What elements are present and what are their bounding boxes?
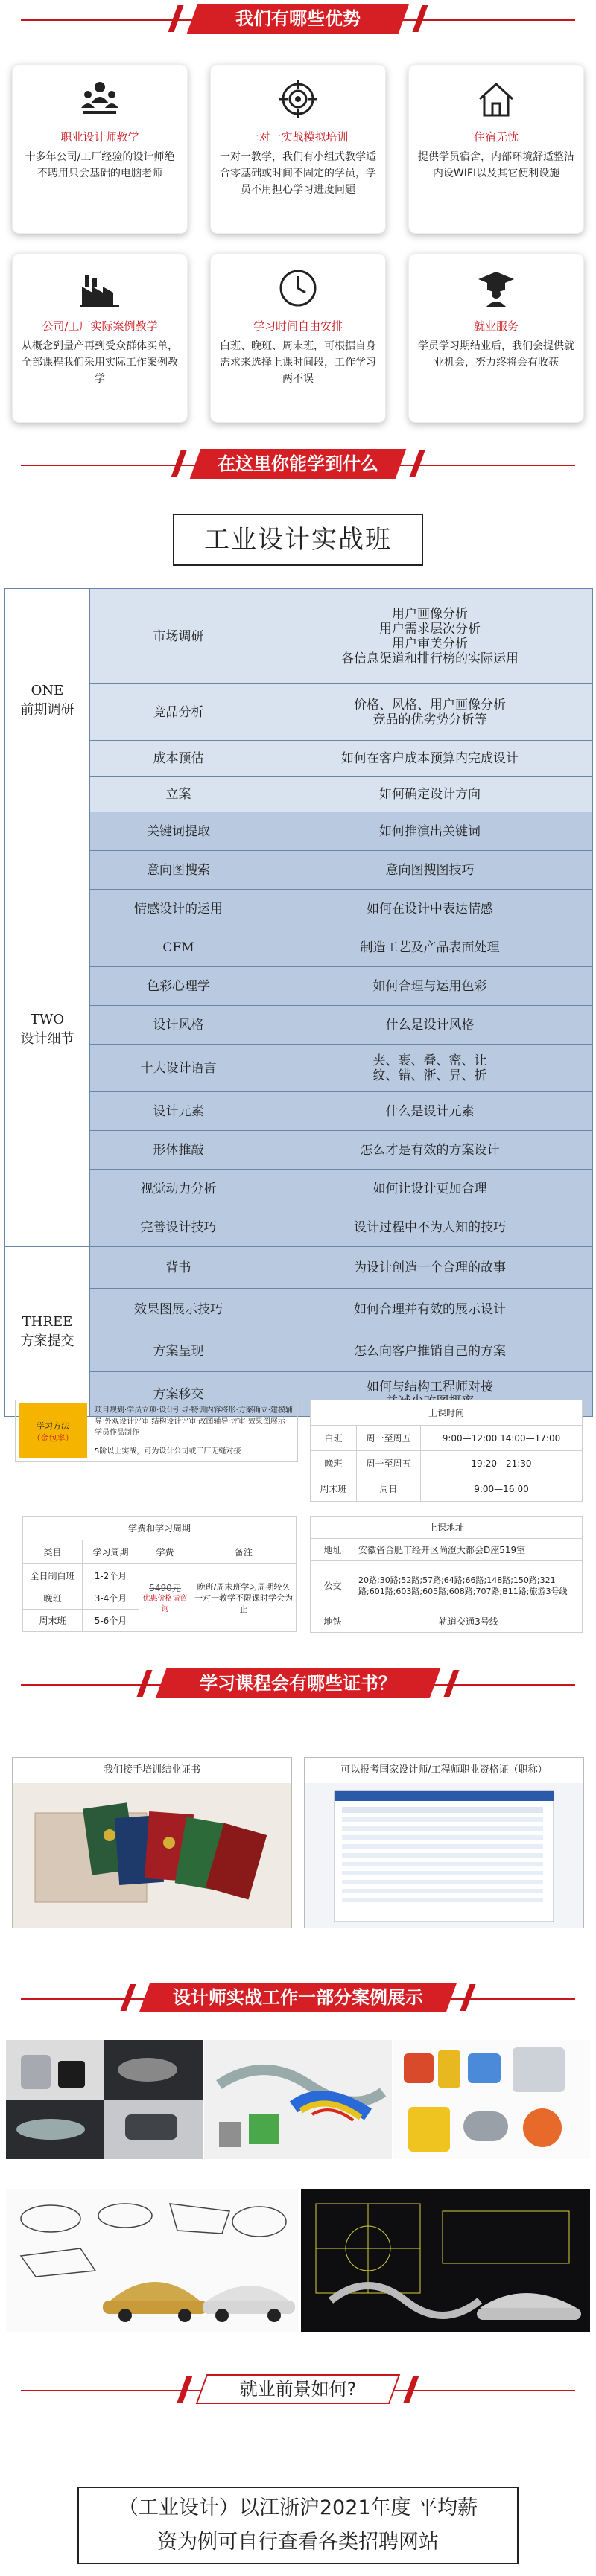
- detail-cell: 怎么向客户推销自己的方案: [267, 1330, 593, 1372]
- detail-cell: 意向图搜图技巧: [267, 851, 593, 890]
- topic-cell: 效果图展示技巧: [90, 1289, 267, 1330]
- table-row: 周末班 5-6个月: [23, 1609, 297, 1631]
- table-row: 公交 20路;30路;52路;57路;64路;66路;148路;150路;321路;601路;603路;605路;608路;707路;B11路;旅游3号线: [311, 1561, 583, 1610]
- advantage-title: 职业设计师教学: [60, 130, 139, 144]
- table-row: [5, 890, 593, 928]
- closing-line-1: （工业设计）以江浙沪2021年度 平均薪: [118, 2496, 478, 2519]
- section-banner-curriculum: [0, 447, 596, 484]
- curriculum-table: [4, 588, 593, 1417]
- detail-cell: 如何合理并有效的展示设计: [267, 1289, 593, 1330]
- topic-cell: 情感设计的运用: [90, 890, 267, 928]
- table-row: 地铁 轨道交通3号线: [311, 1610, 583, 1633]
- table-row: [5, 741, 593, 777]
- remarks-cell: 晚班/周末班学习周期较久一对一教学不限课时学会为止: [191, 1564, 297, 1632]
- phase-label: ONE 前期调研: [5, 589, 90, 812]
- advantage-desc: 学员学习期结业后，我们会提供就业机会，努力终将会有收获: [418, 340, 574, 369]
- address-table: [310, 1516, 583, 1633]
- detail-cell: 设计过程中不为人知的技巧: [267, 1208, 593, 1247]
- table-row: [5, 1208, 593, 1247]
- table-row: [5, 1330, 593, 1372]
- detail-cell: 如何合理与运用色彩: [267, 967, 593, 1006]
- table-row: 周末班 周日 9:00—16:00: [311, 1476, 583, 1502]
- topic-cell: 十大设计语言: [90, 1045, 267, 1092]
- topic-cell: 背书: [90, 1247, 267, 1289]
- detail-cell: 如何让设计更加合理: [267, 1170, 593, 1208]
- case-image-renders: [6, 2040, 203, 2159]
- phase-label: THREE 方案提交: [5, 1247, 90, 1417]
- advantage-title: 学习时间自由安排: [253, 319, 343, 333]
- advantage-desc: 白班、晚班、周末班，可根据自身需求来选择上课时间段，工作学习两不误: [220, 340, 376, 385]
- certificate-panel-right: [304, 1757, 584, 1928]
- section-title: 我们有哪些优势: [235, 8, 361, 29]
- table-row: [5, 1092, 593, 1131]
- advantage-card: [408, 253, 584, 423]
- table-row: [5, 967, 593, 1006]
- advantage-desc: 从概念到量产再到受众群体买单，全部课程我们采用实际工作案例教学: [22, 340, 178, 385]
- course-title: 工业设计实战班: [173, 514, 423, 566]
- table-row: [5, 1006, 593, 1045]
- section-title: 设计师实战工作一部分案例展示: [173, 1987, 423, 2008]
- advantage-card: [210, 253, 386, 423]
- detail-cell: 如何在客户成本预算内完成设计: [267, 741, 593, 777]
- table-row: [5, 1170, 593, 1208]
- topic-cell: 竞品分析: [90, 684, 267, 741]
- case-image-sketches-cars: [6, 2189, 298, 2332]
- detail-cell: 什么是设计元素: [267, 1092, 593, 1131]
- table-row: 类目 学习周期 学费 备注: [23, 1540, 297, 1564]
- table-row: [5, 1247, 593, 1289]
- schedule-header: 上课时间: [311, 1400, 583, 1426]
- section-title: 学习课程会有哪些证书？: [200, 1673, 396, 1694]
- phase-label: TWO 设计细节: [5, 812, 90, 1247]
- schedule-table: [310, 1400, 583, 1502]
- clock-icon: [277, 267, 319, 309]
- section-title: 就业前景如何?: [239, 2379, 357, 2400]
- topic-cell: 关键词提取: [90, 812, 267, 851]
- table-row: 晚班 3-4个月: [23, 1587, 297, 1609]
- detail-cell: 夹、裹、叠、密、让 纹、错、浙、异、折: [267, 1045, 593, 1092]
- closing-box: [77, 2487, 519, 2564]
- advantage-card: [12, 64, 188, 234]
- table-row: [5, 1131, 593, 1170]
- case-image-products: [393, 2040, 590, 2159]
- table-row: [5, 777, 593, 812]
- advantage-desc: 一对一教学，我们有小组式教学适合零基础或时间不固定的学员，学员不用担心学习进度问题: [220, 151, 376, 196]
- address-header: 上课地址: [311, 1517, 583, 1539]
- section-banner-showcase: [0, 1980, 596, 2018]
- topic-cell: 视觉动力分析: [90, 1170, 267, 1208]
- case-image-simulation: [204, 2040, 392, 2159]
- advantage-desc: 十多年公司/工厂经验的设计师绝不聘用只会基础的电脑老师: [25, 151, 175, 179]
- topic-cell: 方案呈现: [90, 1330, 267, 1372]
- section-title: 在这里你能学到什么: [218, 453, 378, 474]
- topic-cell: 设计元素: [90, 1092, 267, 1131]
- method-badge: 学习方法 （金包率）: [19, 1403, 87, 1458]
- advantage-title: 就业服务: [473, 319, 519, 333]
- table-row: 白班 周一至周五 9:00—12:00 14:00—17:00: [311, 1426, 583, 1451]
- detail-cell: 怎么才是有效的方案设计: [267, 1131, 593, 1170]
- topic-cell: 意向图搜索: [90, 851, 267, 890]
- learning-method-box: [15, 1400, 298, 1462]
- topic-cell: 色彩心理学: [90, 967, 267, 1006]
- advantage-title: 住宿无忧: [473, 130, 519, 144]
- house-icon: [475, 78, 517, 120]
- topic-cell: 成本预估: [90, 741, 267, 777]
- detail-cell: 用户画像分析 用户需求层次分析 用户审美分析 各信息渠道和排行榜的实际运用: [267, 589, 593, 684]
- detail-cell: 如何在设计中表达情感: [267, 890, 593, 928]
- method-text: 项目规划·学员立项·设计引导·特训内容将形·方案确立·建模辅导·外观设计评审·结构设计评审·改图辅导·评审·效果图展示·学员作品制作 5阶以上实战，可为设计公司或工厂无缝对接: [95, 1406, 293, 1456]
- table-row: 地址 安徽省合肥市经开区尚澄大都会D座519室: [311, 1539, 583, 1561]
- advantage-card: [408, 64, 584, 234]
- fees-table: [22, 1516, 297, 1632]
- closing-line-2: 资为例可自行查看各类招聘网站: [157, 2531, 439, 2554]
- topic-cell: 完善设计技巧: [90, 1208, 267, 1247]
- advantage-title: 一对一实战模拟培训: [247, 130, 349, 144]
- certificate-panel-left: [12, 1757, 292, 1928]
- topic-cell: 形体推敲: [90, 1131, 267, 1170]
- detail-cell: 如何确定设计方向: [267, 777, 593, 812]
- graduate-icon: [475, 267, 517, 309]
- fees-header: 学费和学习周期: [23, 1517, 297, 1540]
- table-row: [5, 684, 593, 741]
- certificate-caption: 我们接手培训结业证书: [13, 1758, 291, 1783]
- topic-cell: CFM: [90, 928, 267, 967]
- detail-cell: 制造工艺及产品表面处理: [267, 928, 593, 967]
- section-banner-certificates: [0, 1666, 596, 1703]
- detail-cell: 什么是设计风格: [267, 1006, 593, 1045]
- detail-cell: 为设计创造一个合理的故事: [267, 1247, 593, 1289]
- table-row: 晚班 周一至周五 19:20—21:30: [311, 1451, 583, 1476]
- table-row: 全日制白班 1-2个月 5490元 优惠价格请咨询 晚班/周末班学习周期较久一对一教学不限课时学会为止: [23, 1564, 297, 1587]
- table-row: [5, 812, 593, 851]
- certificate-website-image: [305, 1783, 583, 1928]
- teacher-group-icon: [79, 78, 121, 120]
- table-row: [5, 589, 593, 684]
- table-row: [5, 1045, 593, 1092]
- section-banner-advantages: [0, 1, 596, 39]
- topic-cell: 方案移交: [90, 1372, 267, 1417]
- certificate-caption: 可以报考国家设计师/工程师职业资格证（职称）: [305, 1758, 583, 1783]
- advantage-card: [210, 64, 386, 234]
- advantage-desc: 提供学员宿舍，内部环境舒适整洁内设WIFI以及其它便利设施: [418, 151, 574, 179]
- price-cell: 5490元 优惠价格请咨询: [139, 1564, 191, 1632]
- table-row: [5, 851, 593, 890]
- advantage-card: [12, 253, 188, 423]
- table-row: [5, 928, 593, 967]
- detail-cell: 如何与结构工程师对接: [267, 1372, 593, 1417]
- factory-icon: [79, 267, 121, 309]
- topic-cell: 设计风格: [90, 1006, 267, 1045]
- target-icon: [277, 78, 319, 120]
- topic-cell: 市场调研: [90, 589, 267, 684]
- topic-cell: 立案: [90, 777, 267, 812]
- certificate-booklets-image: [13, 1783, 291, 1928]
- table-row: [5, 1289, 593, 1330]
- section-banner-prospects: [0, 2372, 596, 2409]
- advantage-title: 公司/工厂实际案例教学: [42, 319, 158, 333]
- detail-cell: 如何推演出关键词: [267, 812, 593, 851]
- case-image-cad-drawing: [301, 2189, 590, 2332]
- detail-cell: 价格、风格、用户画像分析 竞品的优劣势分析等: [267, 684, 593, 741]
